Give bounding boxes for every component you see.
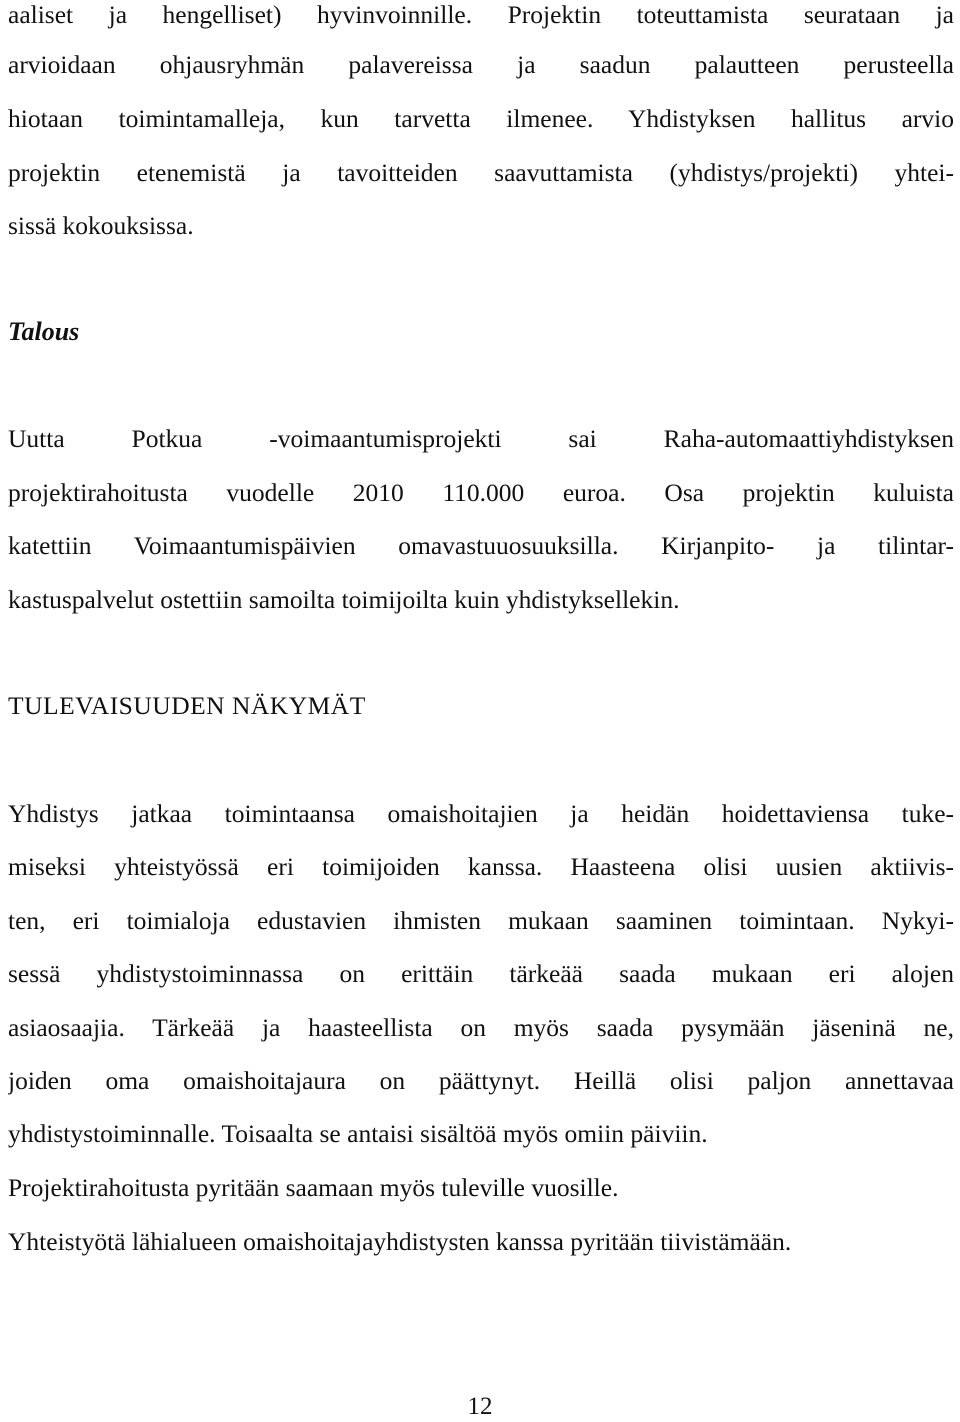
text-line: joiden oma omaishoitajaura on päättynyt. Heillä olisi paljon annettavaa bbox=[8, 1066, 954, 1095]
text-line: yhdistystoiminnalle. Toisaalta se antaisi sisältöä myös omiin päiviin. bbox=[8, 1119, 708, 1148]
text-line: aaliset ja hengelliset) hyvinvoinnille. Projektin toteuttamista seurataan ja bbox=[8, 0, 954, 29]
text-line: Projektirahoitusta pyritään saamaan myös tuleville vuosille. bbox=[8, 1173, 619, 1202]
text-line: sissä kokouksissa. bbox=[8, 211, 194, 240]
text-line: sessä yhdistystoiminnassa on erittäin tärkeää saada mukaan eri alojen bbox=[8, 959, 954, 988]
text-line: Yhdistys jatkaa toimintaansa omaishoitajien ja heidän hoidettaviensa tuke- bbox=[8, 799, 954, 828]
text-line: Yhteistyötä lähialueen omaishoitajayhdistysten kanssa pyritään tiivistämään. bbox=[8, 1227, 792, 1256]
text-line: katettiin Voimaantumispäivien omavastuuosuuksilla. Kirjanpito- ja tilintar- bbox=[8, 531, 954, 560]
text-line: asiaosaajia. Tärkeää ja haasteellista on myös saada pysymään jäseninä ne, bbox=[8, 1013, 954, 1042]
text-line: hiotaan toimintamalleja, kun tarvetta ilmenee. Yhdistyksen hallitus arvio bbox=[8, 104, 954, 133]
section-heading-talous: Talous bbox=[8, 317, 80, 346]
text-line: miseksi yhteistyössä eri toimijoiden kanssa. Haasteena olisi uusien aktiivis- bbox=[8, 852, 954, 881]
text-line: projektirahoitusta vuodelle 2010 110.000 euroa. Osa projektin kuluista bbox=[8, 478, 954, 507]
text-line: kastuspalvelut ostettiin samoilta toimijoilta kuin yhdistyksellekin. bbox=[8, 585, 680, 614]
text-line: arvioidaan ohjausryhmän palavereissa ja saadun palautteen perusteella bbox=[8, 50, 954, 79]
text-line: ten, eri toimialoja edustavien ihmisten mukaan saaminen toimintaan. Nykyi- bbox=[8, 906, 954, 935]
section-heading-tulevaisuus: TULEVAISUUDEN NÄKYMÄT bbox=[8, 691, 366, 720]
text-line: projektin etenemistä ja tavoitteiden saavuttamista (yhdistys/projekti) yhtei- bbox=[8, 158, 954, 187]
text-line: Uutta Potkua -voimaantumisprojekti sai Raha-automaattiyhdistyksen bbox=[8, 424, 954, 453]
page-number: 12 bbox=[467, 1393, 493, 1420]
